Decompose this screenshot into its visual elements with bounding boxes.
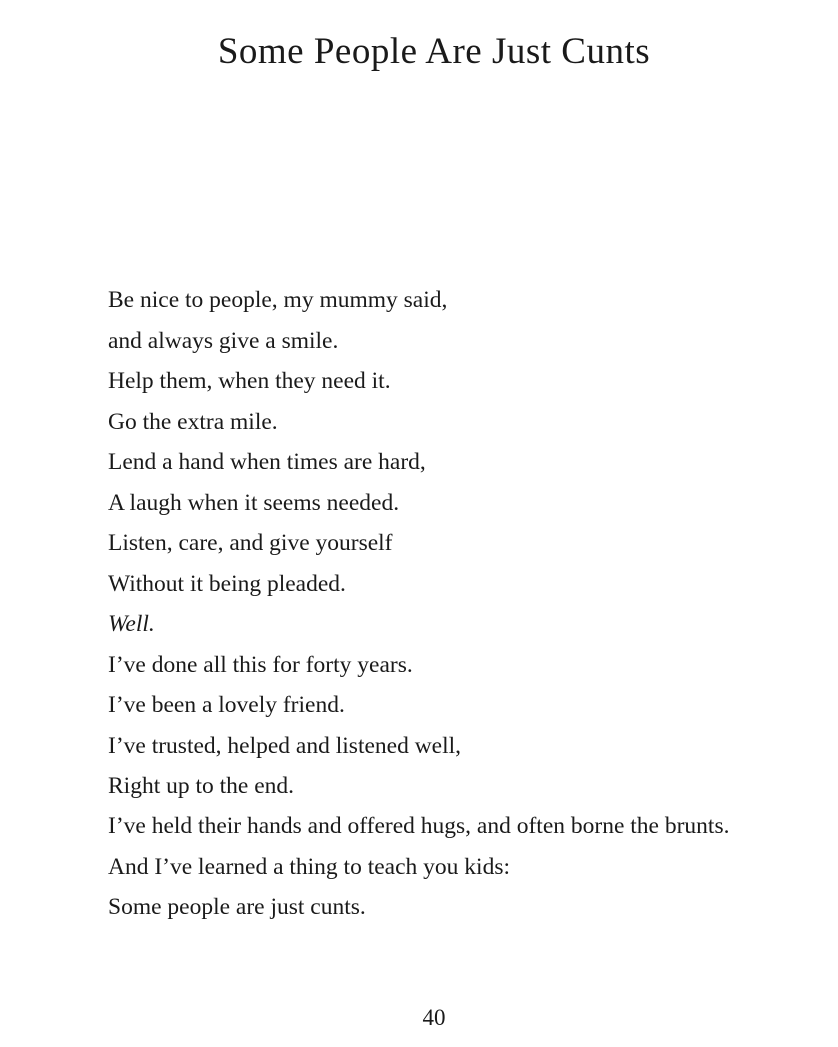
poem-title: Some People Are Just Cunts — [217, 31, 651, 72]
poem-line: I’ve been a lovely friend. — [108, 692, 345, 718]
poem-line: I’ve trusted, helped and listened well, — [108, 732, 462, 759]
poem-line: And I’ve learned a thing to teach you kids: — [108, 853, 510, 880]
poem-line: Listen, care, and give yourself — [108, 530, 393, 556]
poem-line: Right up to the end. — [108, 773, 295, 799]
poem-line: Lend a hand when times are hard, — [108, 449, 426, 475]
poem-line: Without it being pleaded. — [108, 570, 346, 597]
poem-line: Help them, when they need it. — [108, 368, 391, 394]
page-number: 40 — [422, 1005, 446, 1030]
poem-line: Well. — [108, 611, 155, 637]
poem-line: Go the extra mile. — [108, 408, 278, 435]
poem-line: and always give a smile. — [108, 327, 339, 354]
poem-line: Be nice to people, my mummy said, — [108, 287, 448, 313]
poem-line: I’ve done all this for forty years. — [108, 651, 413, 678]
poem-line: Some people are just cunts. — [108, 894, 366, 920]
poem-body — [108, 280, 788, 928]
poem-line: I’ve held their hands and offered hugs, and often borne the brunts. — [108, 812, 730, 839]
poem-line: A laugh when it seems needed. — [108, 489, 400, 516]
